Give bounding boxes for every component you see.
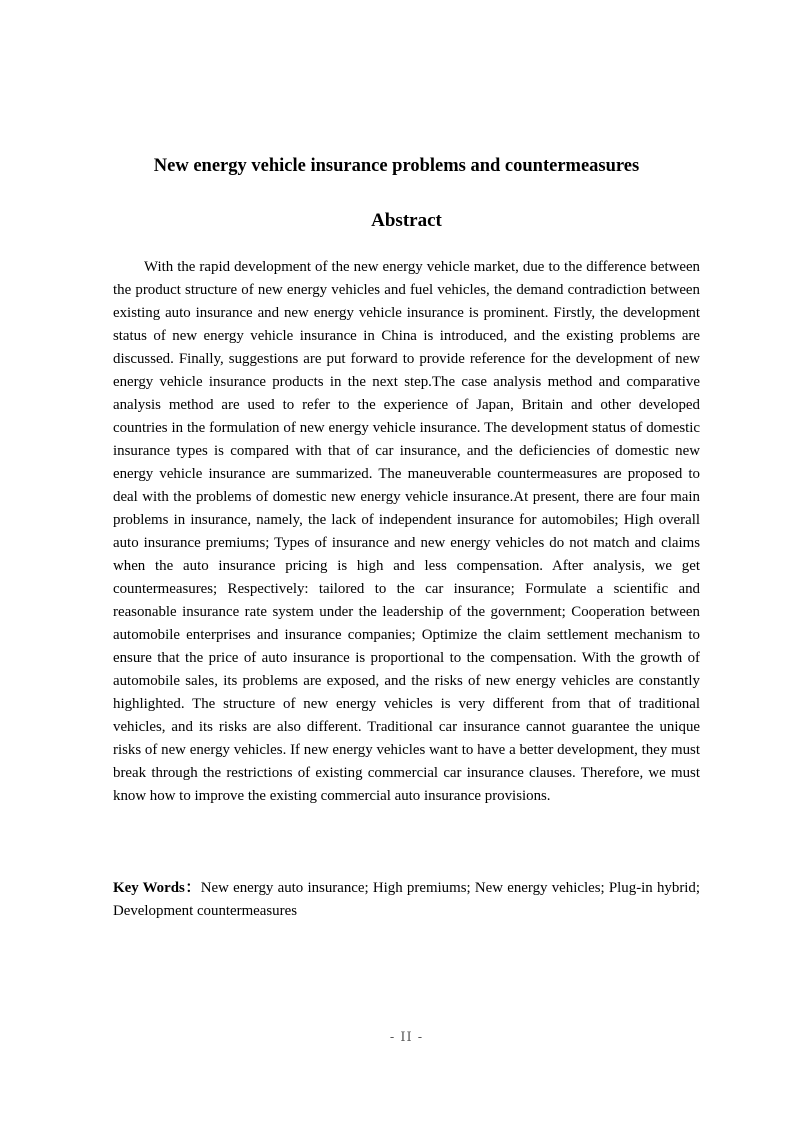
- keywords-label: Key Words：: [113, 880, 201, 896]
- keywords-text: New energy auto insurance; High premiums; New energy vehicles; Plug-in hybrid; Development countermeasures: [113, 880, 700, 919]
- abstract-body: With the rapid development of the new energy vehicle market, due to the difference between the product structure of new energy vehicles and fuel vehicles, the demand contradiction between existing auto insurance and new energy vehicle insurance is prominent. Firstly, the development status of new energy vehicle insurance in China is introduced, and the existing problems are discussed. Finally, suggestions are put forward to provide reference for the development of new energy vehicle insurance products in the next step.The case analysis method and comparative analysis method are used to refer to the experience of Japan, Britain and other developed countries in the formulation of new energy vehicle insurance. The development status of domestic insurance types is compared with that of car insurance, and the deficiencies of domestic new energy vehicle insurance are summarized. The maneuverable countermeasures are proposed to deal with the problems of domestic new energy vehicle insurance.At present, there are four main problems in insurance, namely, the lack of independent insurance for automobiles; High overall auto insurance premiums; Types of insurance and new energy vehicles do not match and claims when the auto insurance pricing is high and less compensation. After analysis, we get countermeasures; Respectively: tailored to the car insurance; Formulate a scientific and reasonable insurance rate system under the leadership of the government; Cooperation between automobile enterprises and insurance companies; Optimize the claim settlement mechanism to ensure that the price of auto insurance is proportional to the compensation. With the growth of automobile sales, its problems are exposed, and the risks of new energy vehicles are constantly highlighted. The structure of new energy vehicles is very different from that of traditional vehicles, and its risks are also different. Traditional car insurance cannot guarantee the unique risks of new energy vehicles. If new energy vehicles want to have a better development, they must break through the restrictions of existing commercial car insurance clauses. Therefore, we must know how to improve the existing commercial auto insurance provisions.: [113, 259, 700, 804]
- keywords-paragraph: [113, 877, 700, 923]
- page-number: - II -: [389, 1030, 424, 1045]
- paper-title: New energy vehicle insurance problems and countermeasures: [153, 156, 640, 176]
- abstract-heading: Abstract: [371, 210, 442, 231]
